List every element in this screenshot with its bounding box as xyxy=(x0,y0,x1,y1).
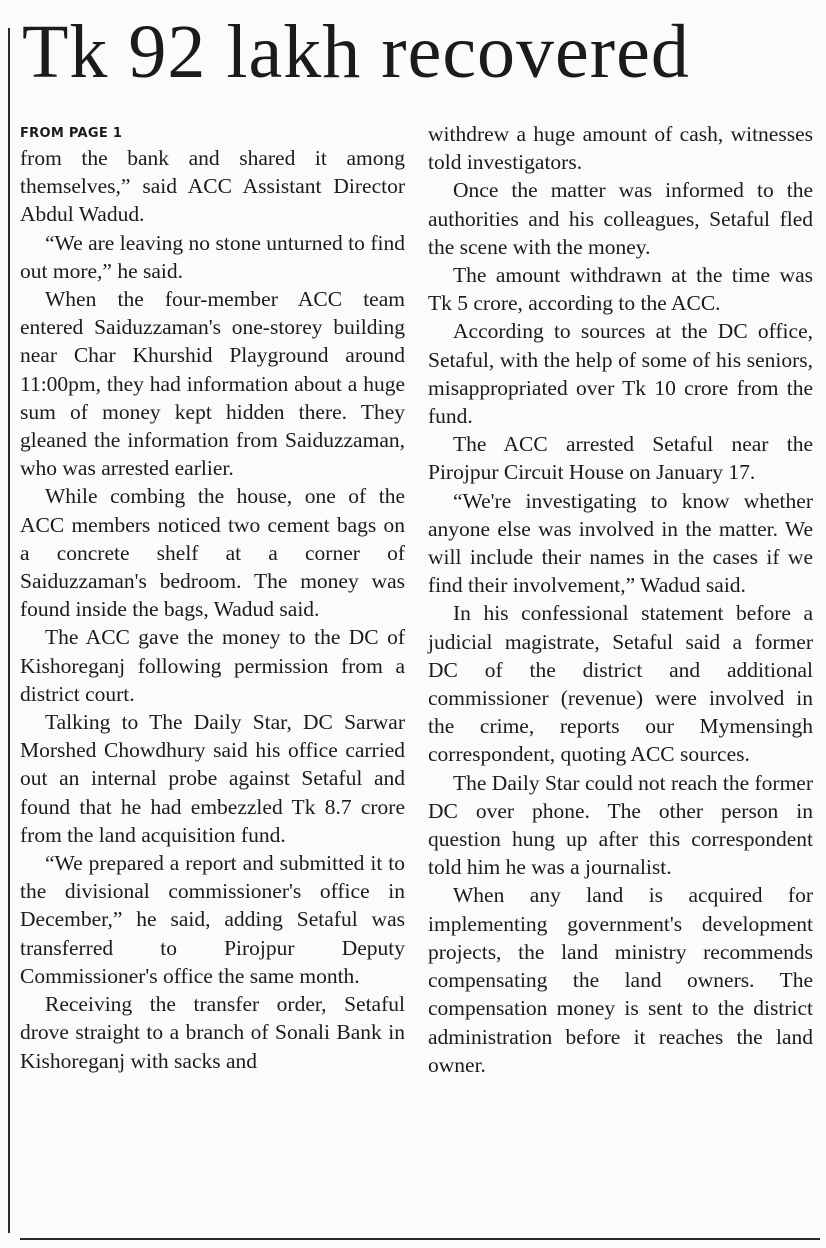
paragraph: The ACC gave the money to the DC of Kishoreganj following permission from a district court. xyxy=(20,625,405,706)
paragraph: The ACC arrested Setaful near the Pirojpur Circuit House on January 17. xyxy=(428,432,813,485)
paragraph: When the four-member ACC team entered Saiduzzaman's one-storey building near Char Khurshid Playground around 11:00pm, they had information about a huge sum of money kept hidden there. They gleaned the information from Saiduzzaman, who was arrested earlier. xyxy=(20,287,405,481)
paragraph: “We are leaving no stone unturned to find out more,” he said. xyxy=(20,230,405,283)
paragraph: “We prepared a report and submitted it to the divisional commissioner's office in December,” he said, adding Setaful was transferred to Pirojpur Deputy Commissioner's office the same month. xyxy=(20,851,405,988)
bottom-rule xyxy=(20,1238,820,1240)
paragraph: The Daily Star could not reach the former DC over phone. The other person in question hung up after this correspondent told him he was a journalist. xyxy=(428,770,813,880)
paragraph: When any land is acquired for implementing government's development projects, the land ministry recommends compensating the land owners. The compensation money is sent to the district administration before it reaches the land owner. xyxy=(428,883,813,1077)
paragraph: withdrew a huge amount of cash, witnesses told investigators. xyxy=(428,122,813,175)
article-column-left xyxy=(20,120,405,1075)
paragraph: While combing the house, one of the ACC members noticed two cement bags on a concrete shelf at a corner of Saiduzzaman's bedroom. The money was found inside the bags, Wadud said. xyxy=(20,484,405,622)
headline: Tk 92 lakh recovered xyxy=(22,10,690,94)
paragraph: from the bank and shared it among themselves,” said ACC Assistant Director Abdul Wadud. xyxy=(20,146,405,227)
paragraph: “We're investigating to know whether anyone else was involved in the matter. We will include their names in the cases if we find their involvement,” Wadud said. xyxy=(428,488,813,598)
paragraph: Receiving the transfer order, Setaful drove straight to a branch of Sonali Bank in Kishoreganj with sacks and xyxy=(20,992,405,1073)
article-column-right xyxy=(428,120,813,1079)
paragraph: In his confessional statement before a judicial magistrate, Setaful said a former DC of the district and additional commissioner (revenue) were involved in the crime, reports our Mymensingh correspondent, quoting ACC sources. xyxy=(428,601,813,767)
paragraph: The amount withdrawn at the time was Tk 5 crore, according to the ACC. xyxy=(428,263,813,316)
paragraph: Once the matter was informed to the authorities and his colleagues, Setaful fled the scene with the money. xyxy=(428,178,813,259)
paragraph: According to sources at the DC office, Setaful, with the help of some of his seniors, misappropriated over Tk 10 crore from the fund. xyxy=(428,319,813,429)
left-column-rule xyxy=(8,28,10,1233)
paragraph: Talking to The Daily Star, DC Sarwar Morshed Chowdhury said his office carried out an internal probe against Setaful and found that he had embezzled Tk 8.7 crore from the land acquisition fund. xyxy=(20,710,405,847)
jump-label: FROM PAGE 1 xyxy=(20,126,123,141)
